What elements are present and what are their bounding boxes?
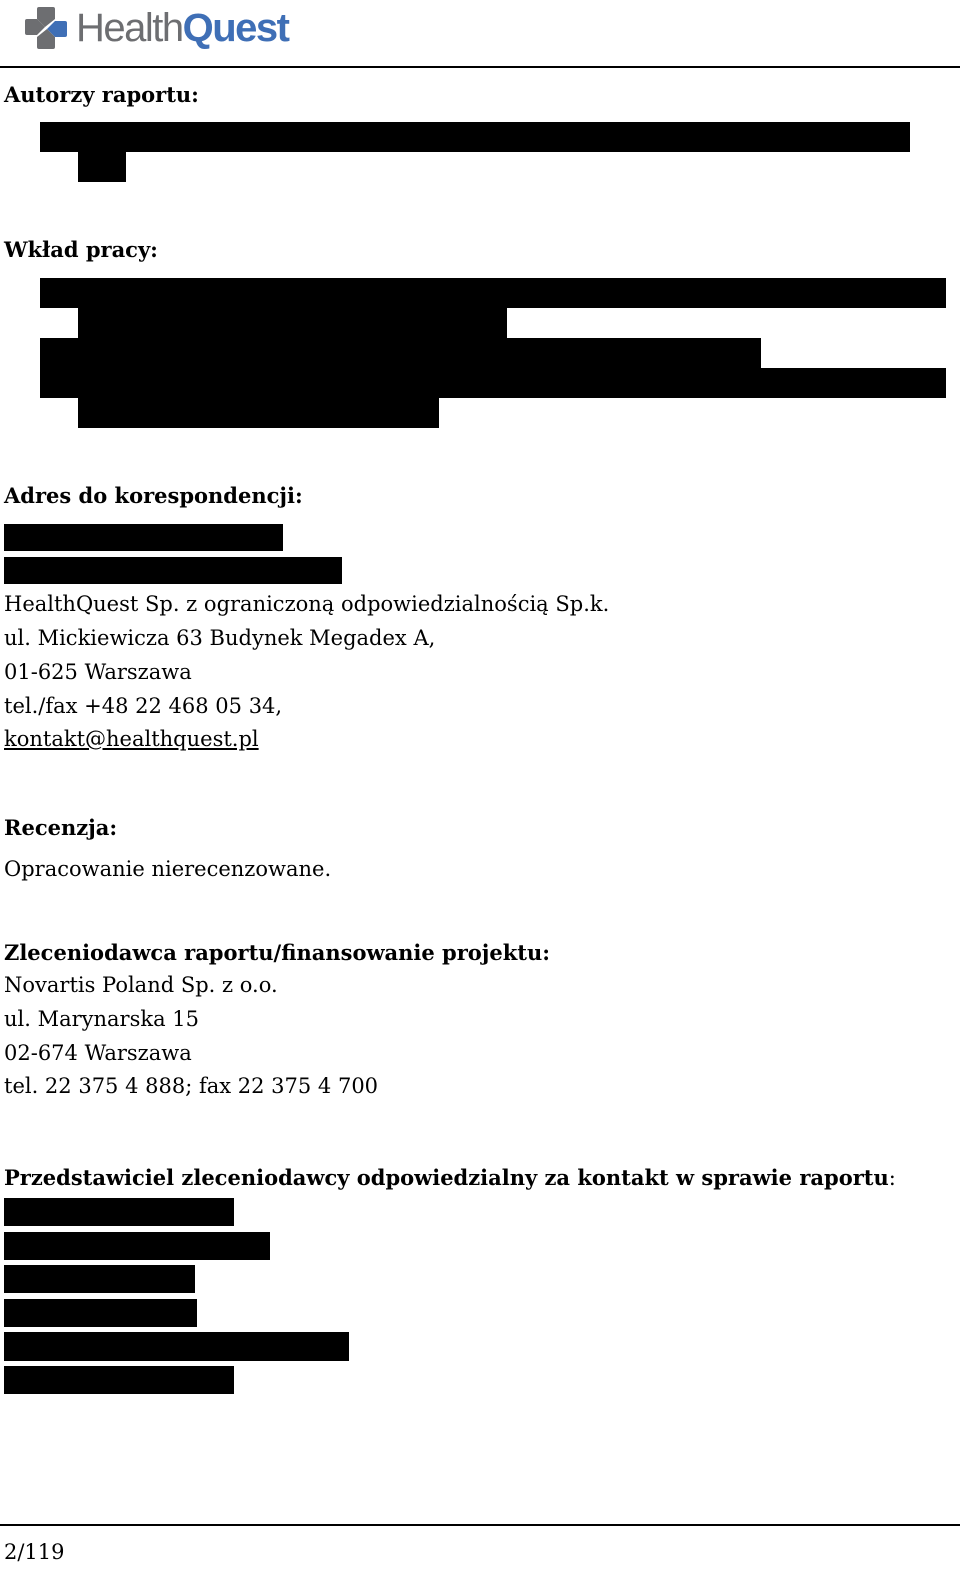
representative-heading-colon: : xyxy=(888,1166,896,1190)
sponsor-line: tel. 22 375 4 888; fax 22 375 4 700 xyxy=(4,1074,379,1098)
footer-divider xyxy=(0,1524,960,1526)
redaction-block xyxy=(4,1232,270,1260)
authors-heading: Autorzy raportu: xyxy=(4,82,199,107)
redaction-block xyxy=(78,398,439,428)
redaction-block xyxy=(4,1265,195,1293)
header-divider xyxy=(0,66,960,68)
review-text: Opracowanie nierecenzowane. xyxy=(4,857,332,881)
logo-health-text: Health xyxy=(76,6,183,50)
redaction-block xyxy=(4,1332,349,1361)
address-line: ul. Mickiewicza 63 Budynek Megadex A, xyxy=(4,626,436,650)
redaction-block xyxy=(40,368,946,398)
redaction-block xyxy=(40,278,946,308)
redaction-block xyxy=(40,338,761,368)
address-line: 01-625 Warszawa xyxy=(4,660,192,684)
page-number: 2/119 xyxy=(4,1540,65,1564)
redaction-block xyxy=(78,308,507,338)
redaction-block xyxy=(4,557,342,584)
cross-logo-icon xyxy=(22,4,70,52)
logo-quest-text: Quest xyxy=(182,6,289,50)
correspondence-heading: Adres do korespondencji: xyxy=(4,483,303,508)
address-line: HealthQuest Sp. z ograniczoną odpowiedzialnością Sp.k. xyxy=(4,592,610,616)
email-link[interactable]: kontakt@healthquest.pl xyxy=(4,727,259,751)
redaction-block xyxy=(4,524,283,551)
redaction-block xyxy=(40,122,910,152)
healthquest-logo xyxy=(22,2,288,54)
sponsor-line: 02-674 Warszawa xyxy=(4,1041,192,1065)
redaction-block xyxy=(4,1366,234,1394)
representative-heading xyxy=(4,1165,896,1191)
representative-heading-text: Przedstawiciel zleceniodawcy odpowiedzialny za kontakt w sprawie raportu xyxy=(4,1165,889,1190)
review-heading: Recenzja: xyxy=(4,815,118,840)
address-line: tel./fax +48 22 468 05 34, xyxy=(4,694,283,718)
sponsor-line: ul. Marynarska 15 xyxy=(4,1007,200,1031)
redaction-block xyxy=(78,152,126,182)
redaction-block xyxy=(4,1198,234,1226)
logo-wordmark xyxy=(76,8,288,48)
sponsor-line: Novartis Poland Sp. z o.o. xyxy=(4,973,278,997)
sponsor-heading: Zleceniodawca raportu/finansowanie projektu: xyxy=(4,940,551,965)
redaction-block xyxy=(4,1299,197,1327)
contribution-heading: Wkład pracy: xyxy=(4,237,158,262)
